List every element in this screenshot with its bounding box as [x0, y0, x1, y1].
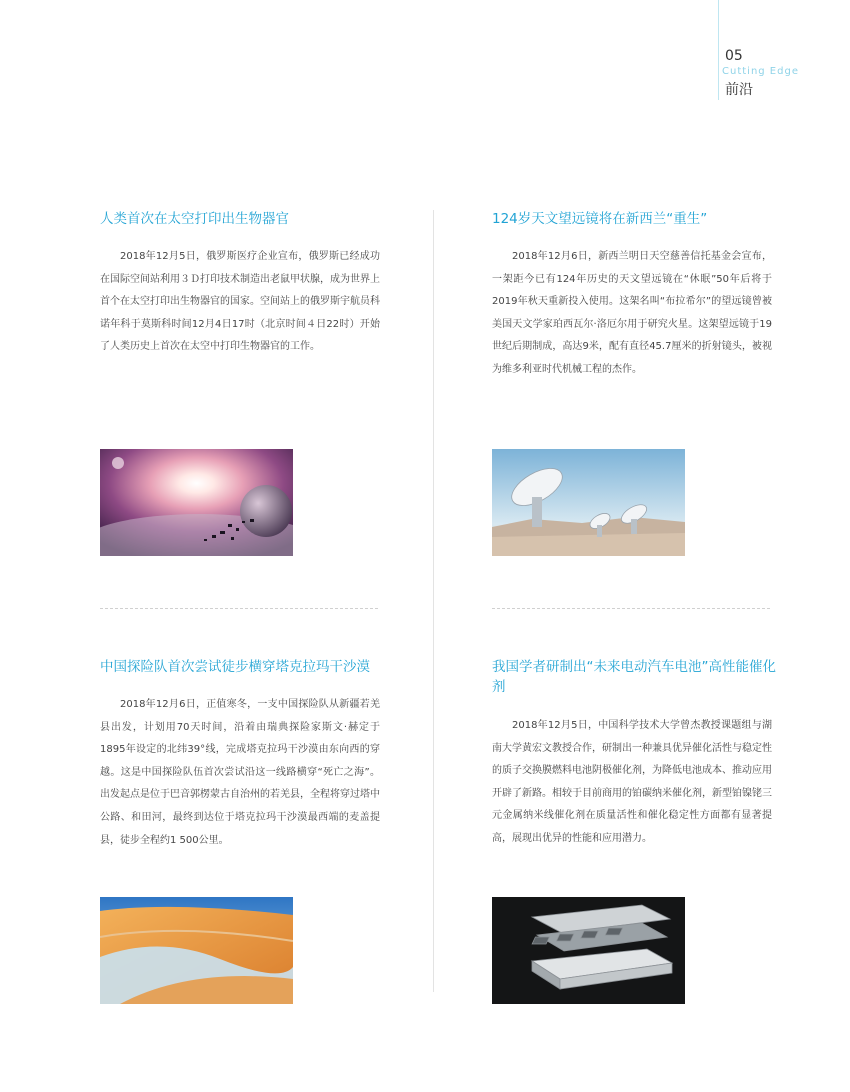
page-number: 05 — [725, 48, 743, 64]
row-separator-left — [100, 608, 378, 609]
ev-battery-image — [492, 897, 685, 1004]
header-vertical-line — [718, 0, 719, 100]
article-body: 2018年12月5日，俄罗斯医疗企业宣布，俄罗斯已经成功在国际空间站利用３Ｄ打印技术制造出老鼠甲状腺，成为世界上首个在太空打印出生物器官的国家。空间站上的俄罗斯宇航员科诺年科于莫斯科时间12月4日17时（北京时间４日22时）开始了人类历史上首次在太空中打印生物器官的工作。 — [100, 251, 380, 353]
article-body: 2018年12月6日，新西兰明日天空慈善信托基金会宣布，一架距今已有124年历史的天文望远镜在“休眠”50年后将于2019年秋天重新投入使用。这架名叫“布拉希尔”的望远镜曾被美国天文学家珀西瓦尔·洛厄尔用于研究火星。这架望远镜于19世纪后期制成，高达9米，配有直径45.7厘米的折射镜头，被视为维多利亚时代机械工程的杰作。 — [492, 251, 772, 375]
article-body: 2018年12月6日，正值寒冬，一支中国探险队从新疆若羌县出发，计划用70天时间，沿着由瑞典探险家斯文·赫定于1895年设定的北纬39°线，完成塔克拉玛干沙漠由东向西的穿越。这是中国探险队伍首次尝试沿这一线路横穿“死亡之海”。出发起点是位于巴音郭楞蒙古自治州的若羌县，全程将穿过塔中公路、和田河，最终到达位于塔克拉玛干沙漠最西端的麦盖提县，徒步全程约1 500公里。 — [100, 699, 380, 846]
desert-dunes-image — [100, 897, 293, 1004]
article-title: 我国学者研制出“未来电动汽车电池”高性能催化剂 — [492, 659, 776, 695]
article-title: 中国探险队首次尝试徒步横穿塔克拉玛干沙漠 — [100, 659, 370, 675]
article-title: 人类首次在太空打印出生物器官 — [100, 211, 289, 227]
section-title-cn: 前沿 — [725, 82, 753, 98]
section-title-en: Cutting Edge — [722, 66, 799, 77]
row-separator-right — [492, 608, 770, 609]
radio-telescope-image — [492, 449, 685, 556]
column-divider — [433, 210, 434, 992]
article-body: 2018年12月5日，中国科学技术大学曾杰教授课题组与湖南大学黄宏文教授合作，研制出一种兼具优异催化活性与稳定性的质子交换膜燃料电池阴极催化剂，为降低电池成本、推动应用开辟了新路。相较于目前商用的铂碳纳米催化剂，新型铂镍铑三元金属纳米线催化剂在质量活性和催化稳定性方面都有显著提高，展现出优异的性能和应用潜力。 — [492, 720, 772, 844]
space-nebula-image — [100, 449, 293, 556]
article-title: 124岁天文望远镜将在新西兰“重生” — [492, 211, 708, 227]
